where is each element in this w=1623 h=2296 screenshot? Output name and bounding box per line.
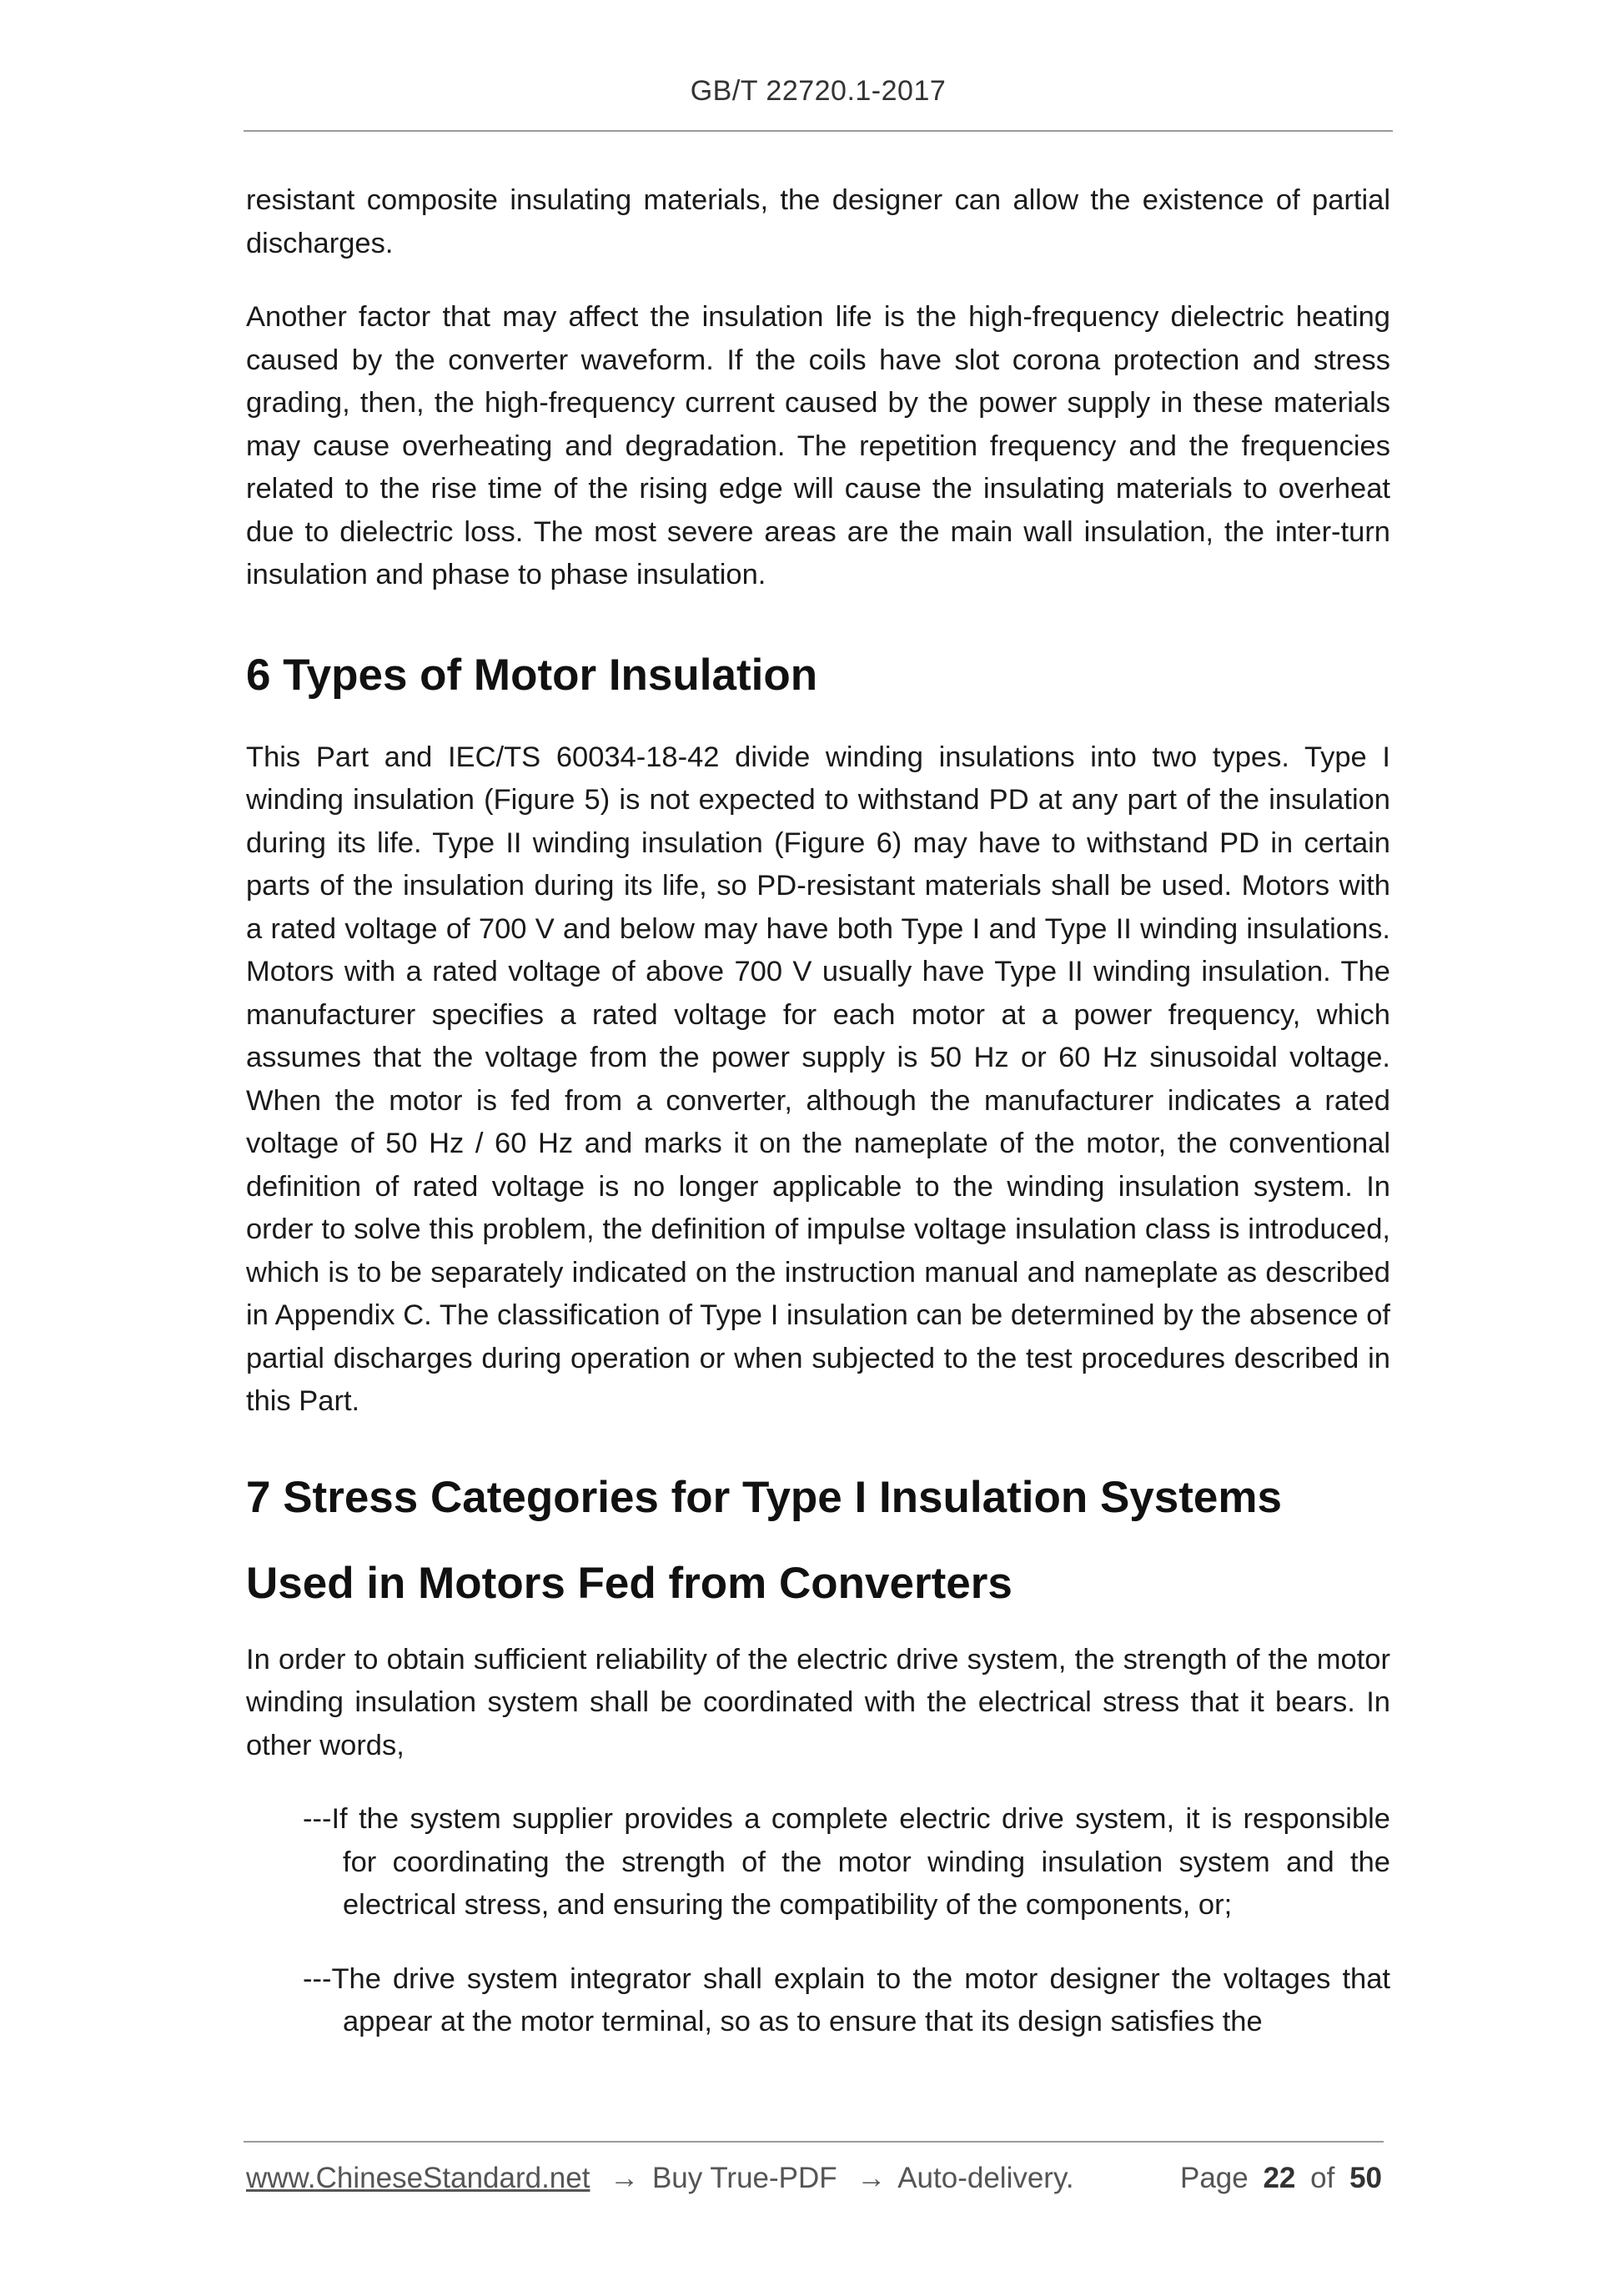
website-link[interactable]: www.ChineseStandard.net bbox=[246, 2162, 590, 2194]
header-divider bbox=[244, 130, 1393, 132]
paragraph-3: This Part and IEC/TS 60034-18-42 divide winding insulations into two types. Type I winding insulation (Figure 5) is not expected to withstand PD at any part of the insulation during its life. Type II winding insulation (Figure 6) may have to withstand PD in certain parts of the insulation during its life, so PD-resistant materials shall be used. Motors with a rated voltage of 700 V and below may have both Type I and Type II winding insulations. Motors with a rated voltage of above 700 V usually have Type II winding insulation. The manufacturer specifies a rated voltage for each motor at a power frequency, which assumes that the voltage from the power supply is 50 Hz or 60 Hz sinusoidal voltage. When the motor is fed from a converter, although the manufacturer indicates a rated voltage of 50 Hz / 60 Hz and marks it on the nameplate of the motor, the conventional definition of rated voltage is no longer applicable to the winding insulation system. In order to solve this problem, the definition of impulse voltage insulation class is introduced, which is to be separately indicated on the instruction manual and nameplate as described in Appendix C. The classification of Type I insulation can be determined by the absence of partial discharges during operation or when subjected to the test procedures described in this Part. bbox=[246, 741, 1390, 1417]
arrow-right-icon: → bbox=[857, 2162, 887, 2194]
paragraph-4: In order to obtain sufficient reliability of the electric drive system, the strength of the motor winding insulation system shall be coordinated with the electrical stress that it bears. In other words, bbox=[246, 1643, 1390, 1761]
paragraph-2: Another factor that may affect the insulation life is the high-frequency dielectric heating caused by the converter waveform. If the coils have slot corona protection and stress grading, then, the high-frequency current caused by the power supply in these materials may cause overheating and degradation. The repetition frequency and the frequencies related to the rise time of the rising edge will cause the insulating materials to overheat due to dielectric loss. The most severe areas are the main wall insulation, the inter-turn insulation and phase to phase insulation. bbox=[246, 301, 1390, 590]
page-total: 50 bbox=[1349, 2162, 1382, 2194]
page-indicator bbox=[1180, 2162, 1382, 2195]
document-id: GB/T 22720.1-2017 bbox=[690, 75, 947, 107]
arrow-right-icon: → bbox=[610, 2162, 640, 2194]
page-footer bbox=[246, 2162, 1382, 2195]
list-item-1-text: ---If the system supplier provides a complete electric drive system, it is responsible for coordinating the strength of the motor winding insulation system and the electrical stress, and ensuring the compatibility of the components, or; bbox=[303, 1803, 1390, 1921]
page-label: Page bbox=[1179, 2162, 1249, 2194]
list-item-1 bbox=[303, 1798, 1390, 1927]
section-7-heading: 7 Stress Categories for Type I Insulation Systems Used in Motors Fed from Converters bbox=[246, 1472, 1282, 1608]
page-number: 22 bbox=[1263, 2162, 1296, 2194]
buy-text: Buy True-PDF bbox=[651, 2162, 837, 2194]
list-item-2 bbox=[303, 1958, 1390, 2044]
footer-divider bbox=[244, 2141, 1384, 2143]
list-item-2-text: ---The drive system integrator shall explain to the motor designer the voltages that appear at the motor terminal, so as to ensure that its design satisfies the bbox=[303, 1962, 1390, 2037]
section-6-heading: 6 Types of Motor Insulation bbox=[246, 650, 818, 700]
delivery-text: Auto-delivery. bbox=[897, 2162, 1074, 2194]
of-label: of bbox=[1310, 2162, 1335, 2194]
footer-promo bbox=[246, 2162, 1074, 2195]
paragraph-1: resistant composite insulating materials, the designer can allow the existence of partial discharges. bbox=[246, 184, 1390, 259]
page-content bbox=[246, 179, 1390, 2075]
page-header bbox=[244, 75, 1393, 108]
